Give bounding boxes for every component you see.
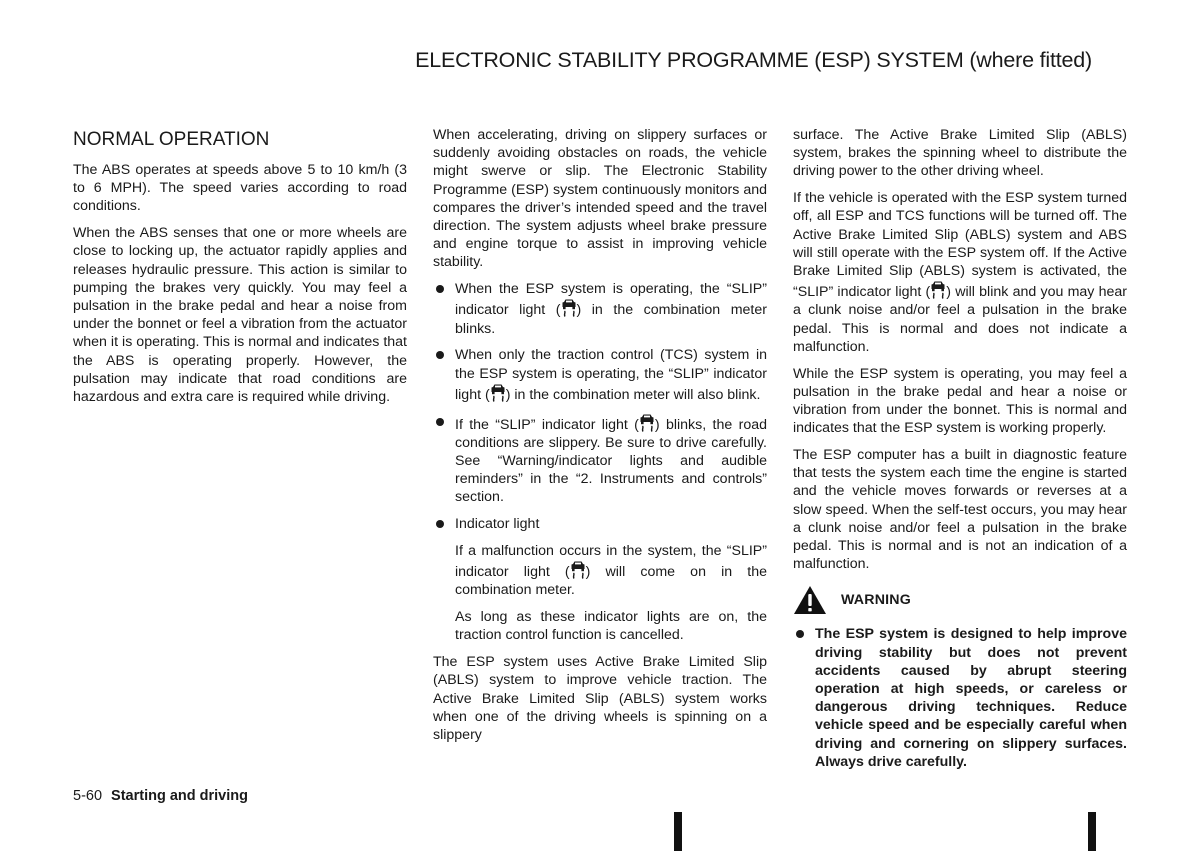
warning-label: WARNING (841, 592, 911, 609)
bullet-text: If the “SLIP” indicator light ( (455, 416, 639, 433)
thumb-tab-mark (1088, 812, 1096, 851)
slip-indicator-icon (561, 298, 577, 318)
sub-text: If a malfunction occurs in the system, the “SLIP” indicator light ( (455, 543, 767, 581)
bullet-text: ) blinks, the road conditions are slippery. Be sure to drive carefully. See “Warning/indicator lights and audible reminders” in the “2. Instruments and controls” section. (455, 416, 767, 506)
page-number: 5-60 (73, 788, 103, 804)
column-middle (433, 126, 767, 753)
slip-indicator-icon (570, 560, 586, 580)
bullet-text: ) in the combination meter will also blink. (505, 386, 761, 403)
thumb-tab-mark (674, 812, 682, 851)
paragraph-text: If the vehicle is operated with the ESP system turned off, all ESP and TCS functions will be turned off. The Active Brake Limited Slip (ABLS) system and ABS will still operate with the ESP system off. If the Active Brake Limited Slip (ABLS) system is activated, the “SLIP” indicator light ( (793, 190, 1127, 301)
bullet-item (433, 515, 767, 533)
sub-paragraph: As long as these indicator lights are on, the traction control function is cancelled. (455, 609, 767, 644)
paragraph: The ABS operates at speeds above 5 to 10 km/h (3 to 6 MPH). The speed varies according to road conditions. (73, 162, 407, 215)
bullet-text: Indicator light (455, 516, 540, 533)
paragraph: When the ABS senses that one or more wheels are close to locking up, the actuator rapidly applies and releases hydraulic pressure. This action is similar to pumping the brakes very quickly. You may feel a pulsation in the brake pedal and hear a noise from under the bonnet or feel a vibration from the actuator when it is operating. This is normal and indicates that the ABS is operating properly. However, the pulsation may indicate that road conditions are hazardous and extra care is required while driving. (73, 225, 407, 406)
warning-header (793, 585, 1127, 615)
bullet-item (433, 346, 767, 404)
section-name: Starting and driving (111, 788, 248, 804)
paragraph: When accelerating, driving on slippery surfaces or suddenly avoiding obstacles on roads, the vehicle might swerve or slip. The Electronic Stability Programme (ESP) system continuously monitors and compares the driver’s intended speed and the travel direction. The system adjusts wheel brake pressure and engine torque to assist in improving vehicle stability. (433, 127, 767, 271)
paragraph: surface. The Active Brake Limited Slip (ABLS) system, brakes the spinning wheel to distribute the driving power to the other driving wheel. (793, 127, 1127, 180)
slip-indicator-icon (639, 413, 655, 433)
warning-bullet: The ESP system is designed to help improve driving stability but does not prevent accidents caused by abrupt steering operation at high speeds, or careless or dangerous driving techniques. Reduce vehicle speed and be especially careful when driving and cornering on slippery surfaces. Always drive carefully. (793, 625, 1127, 771)
column-right (793, 126, 1127, 780)
paragraph (793, 189, 1127, 356)
slip-indicator-icon (490, 383, 506, 403)
bullet-text: When the ESP system is operating, the “SLIP” indicator light ( (455, 281, 767, 319)
section-heading: NORMAL OPERATION (73, 129, 270, 150)
slip-indicator-icon (930, 280, 946, 300)
paragraph: The ESP computer has a built in diagnostic feature that tests the system each time the engine is started and the vehicle moves forwards or reverses at a slow speed. When the self-test occurs, you may hear a clunk noise and/or feel a pulsation in the brake pedal. This is normal and is not an indication of a malfunction. (793, 447, 1127, 573)
bullet-text: When only the traction control (TCS) system in the ESP system is operating, the “SLIP” indicator light ( (455, 347, 767, 403)
bullet-item (433, 280, 767, 338)
page-footer (73, 788, 248, 804)
sub-text: ) will come on in the combination meter. (455, 564, 768, 599)
sub-paragraph (433, 542, 767, 600)
paragraph: While the ESP system is operating, you may feel a pulsation in the brake pedal and hear a noise or vibration from under the bonnet. This is normal and indicates that the ESP system is working properly. (793, 365, 1127, 437)
column-left (73, 126, 407, 415)
bullet-item (433, 413, 767, 507)
bullet-text: ) in the combination meter blinks. (455, 302, 767, 337)
paragraph: The ESP system uses Active Brake Limited Slip (ABLS) system to improve vehicle traction. The Active Brake Limited Slip (ABLS) system works when one of the driving wheels is spinning on a slippery (433, 654, 767, 744)
warning-triangle-icon (793, 585, 827, 615)
page-title: ELECTRONIC STABILITY PROGRAMME (ESP) SYSTEM (where fitted) (415, 48, 1092, 72)
paragraph-text: ) will blink and you may hear a clunk noise and/or feel a pulsation in the brake pedal. This is normal and does not indicate a malfunction. (793, 284, 1127, 355)
